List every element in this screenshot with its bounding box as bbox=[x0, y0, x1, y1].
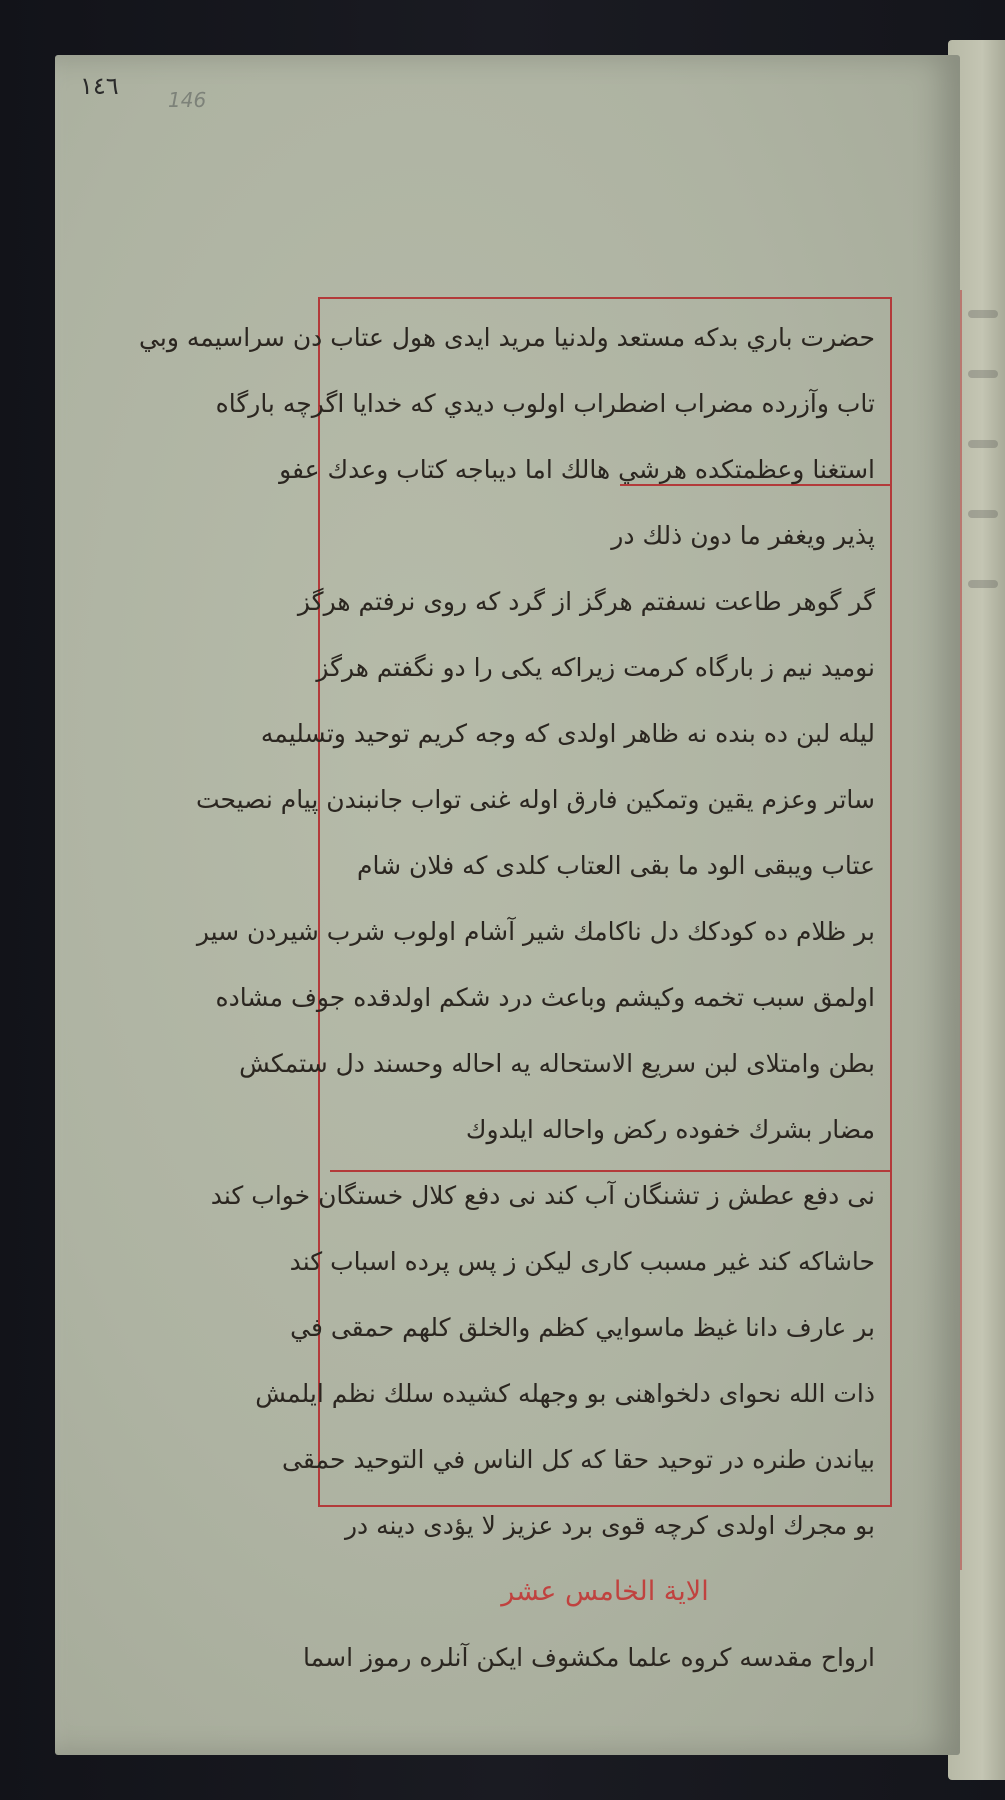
text-line: بياندن طنره در توحيد حقا كه كل الناس في التوحيد حمقى bbox=[282, 1445, 875, 1474]
adjacent-text-fragment bbox=[968, 370, 998, 378]
adjacent-text-fragment bbox=[968, 440, 998, 448]
text-line: بر عارف دانا غيظ ماسوايي كظم والخلق كلهم حمقى في bbox=[290, 1313, 875, 1342]
text-line: گر گوهر طاعت نسفتم هرگز از گرد كه روى نرفتم هرگز bbox=[297, 587, 875, 616]
text-line: عتاب ويبقى الود ما بقى العتاب كلدى كه فلان شام bbox=[356, 851, 875, 880]
text-line: بطن وامتلاى لبن سريع الاستحاله يه احاله وحسند دل ستمكش bbox=[239, 1049, 875, 1078]
text-line: بر ظلام ده كودكك دل ناكامك شير آشام اولوب شرب شيردن سير bbox=[196, 917, 875, 946]
text-line: مضار بشرك خفوده ركض واحاله ايلدوك bbox=[465, 1115, 875, 1144]
text-block bbox=[139, 305, 875, 1672]
text-line: پذير ويغفر ما دون ذلك در bbox=[611, 521, 875, 550]
adjacent-frame-line bbox=[960, 290, 962, 1570]
text-line: نى دفع عطش ز تشنگان آب كند نى دفع كلال خستگان خواب كند bbox=[210, 1181, 875, 1210]
text-line: استغنا وعظمتكده هرشي هالك اما ديباجه كتاب وعدك عفو bbox=[279, 455, 875, 484]
text-line: بو مجرك اولدى كرچه قوى برد عزيز لا يؤدى دينه در bbox=[344, 1511, 875, 1540]
text-line: تاب وآزرده مضراب اضطراب اولوب ديدي كه خدايا اگرچه بارگاه bbox=[215, 389, 875, 418]
text-line: اولمق سبب تخمه وكيشم وباعث درد شكم اولدقده جوف مشاده bbox=[215, 983, 875, 1012]
text-line: ارواح مقدسه كروه علما مكشوف ايكن آنلره رموز اسما bbox=[303, 1643, 875, 1672]
adjacent-text-fragment bbox=[968, 310, 998, 318]
text-line: ذات الله نحواى دلخواهنى بو وجهله كشيده سلك نظم ايلمش bbox=[255, 1379, 875, 1408]
text-line: حضرت باري بدكه مستعد ولدنيا مريد ايدى هول عتاب دن سراسيمه وبي bbox=[139, 323, 875, 352]
text-line: ليله لبن ده بنده نه ظاهر اولدى كه وجه كريم توحيد وتسليمه bbox=[260, 719, 875, 748]
pencil-folio-number: 146 bbox=[168, 88, 207, 112]
adjacent-text-fragment bbox=[968, 580, 998, 588]
folio-number: ١٤٦ bbox=[80, 72, 119, 100]
section-heading: الاية الخامس عشر bbox=[501, 1576, 709, 1607]
text-line: نوميد نيم ز بارگاه كرمت زيراكه يكى را دو نگفتم هرگز bbox=[316, 653, 875, 682]
text-line: ساتر وعزم يقين وتمكين فارق اوله غنى تواب جانبندن پيام نصيحت bbox=[195, 785, 875, 814]
adjacent-text-fragment bbox=[968, 510, 998, 518]
text-line: حاشاكه كند غير مسبب كارى ليكن ز پس پرده اسباب كند bbox=[289, 1247, 875, 1276]
